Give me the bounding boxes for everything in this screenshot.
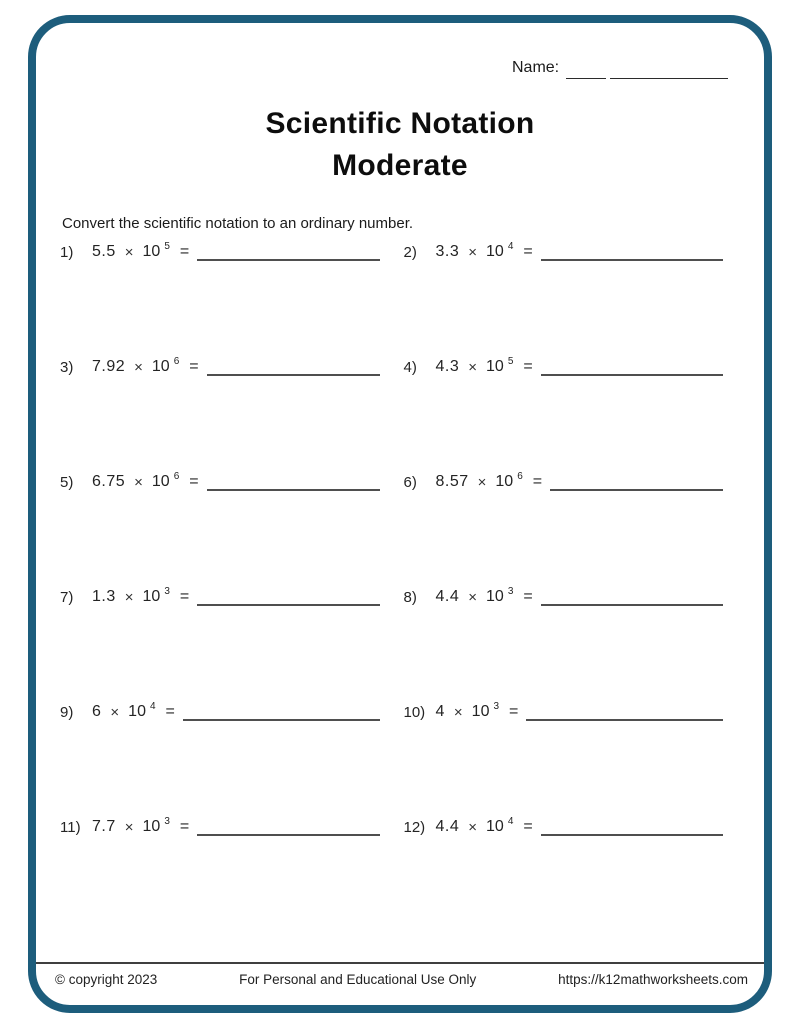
- name-blank-line: [566, 62, 606, 79]
- problem-number: 5): [60, 473, 74, 491]
- problem-row: [404, 470, 726, 494]
- equals-sign: =: [189, 473, 199, 490]
- answer-blank: [526, 703, 723, 721]
- problem-number: 6): [403, 473, 417, 491]
- equals-sign: =: [165, 703, 175, 720]
- base-ten: 10: [142, 243, 161, 260]
- exponent: 3: [507, 585, 514, 597]
- answer-blank: [541, 588, 723, 606]
- problem-row: [60, 815, 382, 839]
- answer-blank: [541, 818, 723, 836]
- equals-sign: =: [523, 588, 533, 605]
- name-blank-line: [610, 62, 728, 79]
- exponent: 6: [517, 470, 523, 482]
- problem-number: 4): [403, 358, 417, 376]
- problem-number: 9): [60, 703, 74, 721]
- name-row: [512, 59, 728, 79]
- coefficient: 1.3: [92, 588, 116, 605]
- base-ten: 10: [471, 703, 490, 720]
- answer-blank: [183, 703, 380, 721]
- base-ten: 10: [128, 703, 146, 720]
- equals-sign: =: [509, 703, 519, 720]
- equals-sign: =: [523, 243, 533, 260]
- problem-number: 2): [403, 243, 417, 261]
- problem-row: [404, 700, 726, 724]
- problem-row: [404, 240, 726, 264]
- answer-blank: [207, 358, 380, 376]
- multiply-sign: ×: [124, 818, 134, 836]
- problem-row: [60, 700, 382, 724]
- footer-url: https://k12mathworksheets.com: [558, 972, 748, 987]
- base-ten: 10: [151, 358, 170, 375]
- exponent: 4: [149, 700, 156, 712]
- footer-divider: [36, 962, 764, 964]
- multiply-sign: ×: [110, 703, 120, 721]
- problems-grid: [60, 240, 725, 930]
- problem-row: [60, 585, 382, 609]
- coefficient: 7.7: [92, 818, 116, 835]
- exponent: 4: [507, 815, 514, 827]
- answer-blank: [197, 243, 379, 261]
- footer-usage-note: For Personal and Educational Use Only: [239, 972, 477, 987]
- exponent: 3: [164, 815, 170, 827]
- coefficient: 4.4: [435, 818, 460, 835]
- multiply-sign: ×: [468, 243, 478, 261]
- equals-sign: =: [523, 818, 533, 835]
- equals-sign: =: [532, 473, 543, 490]
- coefficient: 4.3: [435, 358, 460, 375]
- base-ten: 10: [142, 818, 161, 835]
- name-label: Name:: [512, 59, 560, 76]
- problem-row: [60, 240, 382, 264]
- problem-row: [60, 355, 382, 379]
- base-ten: 10: [486, 588, 504, 605]
- equals-sign: =: [179, 588, 190, 605]
- problem-number: 3): [60, 358, 74, 376]
- multiply-sign: ×: [468, 818, 478, 836]
- problem-number: 7): [60, 588, 74, 606]
- title-line-1: Scientific Notation: [265, 107, 535, 140]
- exponent: 3: [164, 585, 170, 597]
- coefficient: 3.3: [435, 243, 460, 260]
- equals-sign: =: [179, 818, 190, 835]
- multiply-sign: ×: [468, 358, 478, 376]
- base-ten: 10: [495, 473, 514, 490]
- problem-row: [60, 470, 382, 494]
- multiply-sign: ×: [134, 358, 143, 376]
- footer: [55, 972, 748, 987]
- answer-blank: [541, 358, 723, 376]
- answer-blank: [207, 473, 380, 491]
- equals-sign: =: [523, 358, 533, 375]
- exponent: 4: [507, 240, 514, 252]
- problem-number: 10): [403, 703, 426, 721]
- answer-blank: [197, 818, 379, 836]
- page-title: [0, 103, 800, 187]
- problem-row: [404, 815, 726, 839]
- coefficient: 5.5: [92, 243, 116, 260]
- problem-row: [404, 355, 726, 379]
- coefficient: 4: [435, 703, 445, 720]
- multiply-sign: ×: [124, 243, 134, 261]
- multiply-sign: ×: [134, 473, 143, 491]
- coefficient: 7.92: [92, 358, 126, 375]
- answer-blank: [541, 243, 723, 261]
- exponent: 3: [493, 700, 500, 712]
- exponent: 5: [507, 355, 514, 367]
- multiply-sign: ×: [477, 473, 487, 491]
- coefficient: 6.75: [92, 473, 126, 490]
- problem-row: [404, 585, 726, 609]
- answer-blank: [197, 588, 379, 606]
- instruction-text: Convert the scientific notation to an ordinary number.: [62, 215, 414, 232]
- base-ten: 10: [486, 243, 504, 260]
- base-ten: 10: [486, 358, 504, 375]
- title-line-2: Moderate: [332, 149, 468, 182]
- problem-number: 1): [60, 243, 74, 261]
- footer-copyright: © copyright 2023: [55, 972, 158, 987]
- exponent: 6: [173, 470, 180, 482]
- multiply-sign: ×: [453, 703, 463, 721]
- coefficient: 8.57: [435, 473, 469, 490]
- exponent: 5: [164, 240, 170, 252]
- base-ten: 10: [486, 818, 504, 835]
- multiply-sign: ×: [124, 588, 134, 606]
- base-ten: 10: [142, 588, 161, 605]
- base-ten: 10: [151, 473, 170, 490]
- coefficient: 6: [92, 703, 102, 720]
- equals-sign: =: [189, 358, 199, 375]
- multiply-sign: ×: [468, 588, 478, 606]
- equals-sign: =: [179, 243, 190, 260]
- exponent: 6: [173, 355, 180, 367]
- problem-number: 8): [403, 588, 417, 606]
- answer-blank: [550, 473, 723, 491]
- problem-number: 11): [60, 818, 81, 836]
- problem-number: 12): [403, 818, 426, 836]
- coefficient: 4.4: [435, 588, 460, 605]
